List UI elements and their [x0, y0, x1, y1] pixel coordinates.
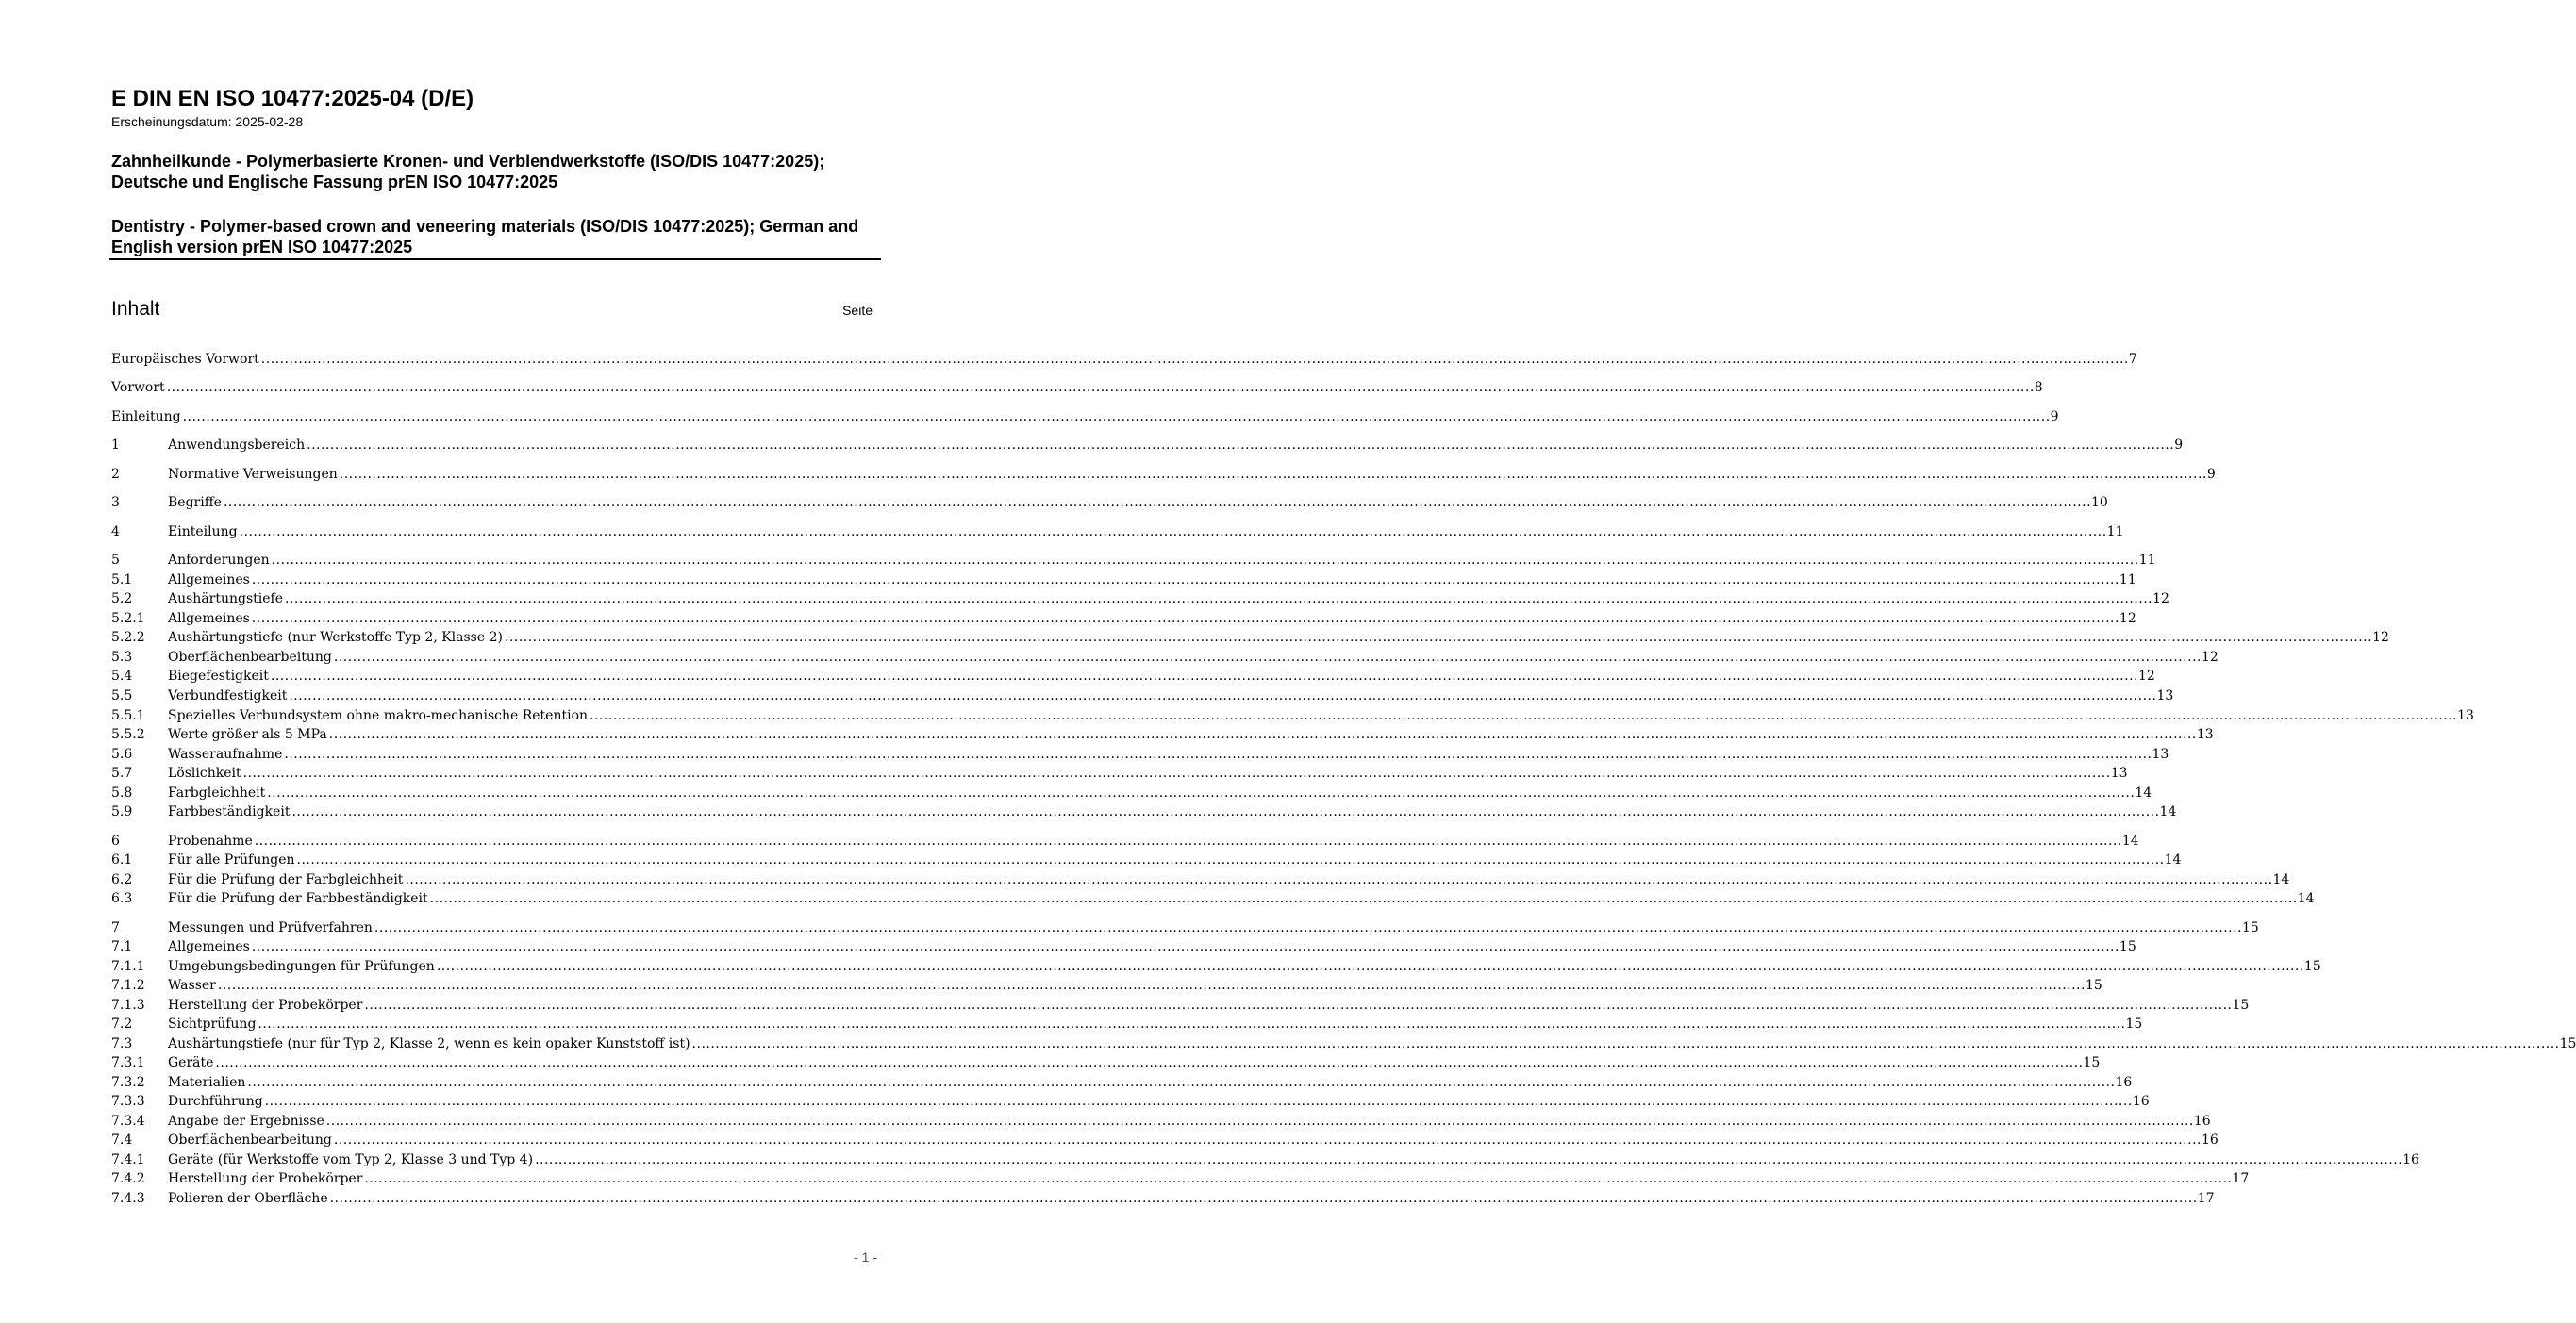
toc-entry-page: 13 — [2457, 708, 2474, 723]
toc-entry[interactable] — [111, 956, 2321, 975]
table-of-contents — [111, 0, 2576, 1323]
toc-entry-page: 15 — [2232, 998, 2250, 1013]
toc-entry-number: 7.4.3 — [111, 1191, 145, 1206]
toc-entry[interactable] — [111, 1072, 2133, 1091]
toc-entry-page: 16 — [2402, 1152, 2419, 1167]
toc-entry-title: Aushärtungstiefe (nur Werkstoffe Typ 2, Klasse 2) — [168, 630, 503, 645]
toc-entry[interactable] — [111, 406, 2059, 425]
toc-dot-leader: ................................................................................................................................................................................................................................................................................................................................................................................................................ — [333, 1133, 2202, 1148]
toc-dot-leader: ................................................................................................................................................................................................................................................................................................................................................................................................................ — [258, 1017, 2126, 1032]
toc-dot-leader: ................................................................................................................................................................................................................................................................................................................................................................................................................ — [329, 1191, 2198, 1206]
toc-entry-title: Begriffe — [168, 495, 222, 510]
toc-entry-number: 6 — [111, 834, 120, 849]
toc-entry-title: Oberflächenbearbeitung — [168, 650, 332, 665]
toc-entry-page: 11 — [2106, 524, 2124, 539]
toc-entry-number: 5.7 — [111, 766, 133, 781]
toc-entry-page: 15 — [2083, 1055, 2101, 1070]
toc-entry-page: 15 — [2559, 1036, 2576, 1051]
toc-entry-title: Biegefestigkeit — [168, 669, 269, 684]
toc-entry-title: Europäisches Vorwort — [111, 352, 259, 367]
toc-entry[interactable] — [111, 975, 2102, 994]
toc-dot-leader: ................................................................................................................................................................................................................................................................................................................................................................................................................ — [590, 708, 2458, 723]
toc-page-label: Seite — [842, 303, 873, 318]
toc-entry-page: 13 — [2196, 727, 2214, 742]
toc-entry[interactable] — [111, 1014, 2143, 1033]
toc-entry-number: 7.3.3 — [111, 1094, 145, 1109]
toc-entry-title: Geräte (für Werkstoffe vom Typ 2, Klasse 3 und Typ 4) — [168, 1152, 534, 1167]
toc-entry-number: 5.4 — [111, 669, 133, 684]
toc-entry[interactable] — [111, 744, 2169, 763]
toc-entry-title: Polieren der Oberfläche — [168, 1191, 328, 1206]
toc-dot-leader: ................................................................................................................................................................................................................................................................................................................................................................................................................ — [691, 1036, 2560, 1051]
toc-entry[interactable] — [111, 464, 2216, 483]
toc-entry-page: 17 — [2197, 1191, 2215, 1206]
toc-entry[interactable] — [111, 1188, 2215, 1207]
toc-entry-title: Wasseraufnahme — [168, 747, 283, 762]
toc-entry-page: 9 — [2174, 438, 2184, 453]
toc-entry[interactable] — [111, 918, 2259, 936]
toc-dot-leader: ................................................................................................................................................................................................................................................................................................................................................................................................................ — [291, 804, 2160, 819]
toc-entry-page: 16 — [2115, 1075, 2133, 1090]
toc-dot-leader: ................................................................................................................................................................................................................................................................................................................................................................................................................ — [166, 380, 2035, 395]
toc-entry-title: Angabe der Ergebnisse — [168, 1114, 324, 1129]
toc-entry-number: 7.1 — [111, 939, 133, 954]
toc-entry-page: 12 — [2119, 611, 2136, 626]
toc-dot-leader: ................................................................................................................................................................................................................................................................................................................................................................................................................ — [307, 438, 2175, 453]
toc-entry[interactable] — [111, 608, 2136, 627]
toc-entry[interactable] — [111, 627, 2389, 646]
toc-entry-page: 15 — [2303, 959, 2321, 974]
toc-entry[interactable] — [111, 705, 2474, 724]
toc-entry-title: Durchführung — [168, 1094, 263, 1109]
toc-entry[interactable] — [111, 570, 2136, 588]
toc-entry-page: 12 — [2152, 591, 2169, 606]
toc-entry-title: Werte größer als 5 MPa — [168, 727, 327, 742]
toc-entry-page: 13 — [2156, 688, 2174, 703]
toc-entry-page: 14 — [2272, 872, 2290, 887]
toc-entry-page: 9 — [2050, 409, 2059, 424]
toc-entry-title: Geräte — [168, 1055, 214, 1070]
toc-entry-page: 13 — [2152, 747, 2169, 762]
toc-entry-title: Wasser — [168, 978, 216, 993]
toc-entry-number: 7.1.3 — [111, 998, 145, 1013]
toc-entry-number: 5.9 — [111, 804, 133, 819]
toc-entry[interactable] — [111, 995, 2250, 1014]
toc-entry-page: 12 — [2137, 669, 2155, 684]
toc-dot-leader: ................................................................................................................................................................................................................................................................................................................................................................................................................ — [251, 572, 2119, 587]
toc-entry-title: Aushärtungstiefe — [168, 591, 284, 606]
toc-dot-leader: ................................................................................................................................................................................................................................................................................................................................................................................................................ — [429, 891, 2298, 906]
toc-entry-number: 5 — [111, 553, 120, 568]
toc-entry[interactable] — [111, 647, 2219, 666]
toc-entry-title: Allgemeines — [168, 572, 250, 587]
toc-entry-title: Allgemeines — [168, 611, 250, 626]
toc-entry-number: 5.2.2 — [111, 630, 145, 645]
toc-entry-page: 11 — [2119, 572, 2136, 587]
toc-dot-leader: ................................................................................................................................................................................................................................................................................................................................................................................................................ — [284, 747, 2152, 762]
toc-entry-page: 13 — [2110, 766, 2128, 781]
toc-dot-leader: ................................................................................................................................................................................................................................................................................................................................................................................................................ — [217, 978, 2086, 993]
toc-entry-number: 6.1 — [111, 852, 133, 868]
toc-entry[interactable] — [111, 724, 2214, 743]
toc-entry-number: 5.2 — [111, 591, 133, 606]
toc-entry[interactable] — [111, 666, 2155, 685]
toc-entry-page: 14 — [2159, 804, 2177, 819]
toc-dot-leader: ................................................................................................................................................................................................................................................................................................................................................................................................................ — [270, 669, 2138, 684]
toc-entry[interactable] — [111, 1111, 2211, 1130]
toc-entry[interactable] — [111, 686, 2174, 704]
toc-entry-title: Aushärtungstiefe (nur für Typ 2, Klasse 2, wenn es kein opaker Kunststoff ist) — [168, 1036, 690, 1051]
toc-dot-leader: ................................................................................................................................................................................................................................................................................................................................................................................................................ — [333, 650, 2202, 665]
toc-dot-leader: ................................................................................................................................................................................................................................................................................................................................................................................................................ — [535, 1152, 2403, 1167]
toc-entry-number: 7.1.1 — [111, 959, 145, 974]
toc-entry[interactable] — [111, 435, 2184, 454]
toc-entry-number: 4 — [111, 524, 120, 539]
toc-dot-leader: ................................................................................................................................................................................................................................................................................................................................................................................................................ — [251, 611, 2119, 626]
toc-entry-number: 5.1 — [111, 572, 133, 587]
toc-entry-title: Löslichkeit — [168, 766, 241, 781]
toc-entry-title: Materialien — [168, 1075, 246, 1090]
toc-entry-page: 11 — [2138, 553, 2156, 568]
toc-dot-leader: ................................................................................................................................................................................................................................................................................................................................................................................................................ — [364, 1171, 2233, 1186]
toc-dot-leader: ................................................................................................................................................................................................................................................................................................................................................................................................................ — [436, 959, 2304, 974]
title-german: Zahnheilkunde - Polymerbasierte Kronen- und Verblendwerkstoffe (ISO/DIS 10477:2025); Deutsche und Englische Fassung prEN ISO 10477:2025 — [111, 152, 825, 191]
toc-dot-leader: ................................................................................................................................................................................................................................................................................................................................................................................................................ — [405, 872, 2273, 887]
toc-dot-leader: ................................................................................................................................................................................................................................................................................................................................................................................................................ — [289, 688, 2157, 703]
toc-entry-number: 5.2.1 — [111, 611, 145, 626]
toc-entry[interactable] — [111, 783, 2152, 802]
toc-entry-number: 5.5.1 — [111, 708, 145, 723]
toc-entry-page: 15 — [2125, 1017, 2143, 1032]
toc-entry-page: 14 — [2135, 786, 2152, 801]
toc-entry[interactable] — [111, 492, 2108, 511]
toc-entry-title: Für die Prüfung der Farbbeständigkeit — [168, 891, 428, 906]
toc-entry-number: 2 — [111, 467, 120, 482]
toc-dot-leader: ................................................................................................................................................................................................................................................................................................................................................................................................................ — [328, 727, 2197, 742]
toc-dot-leader: ................................................................................................................................................................................................................................................................................................................................................................................................................ — [239, 524, 2107, 539]
toc-entry-page: 14 — [2297, 891, 2315, 906]
toc-entry[interactable] — [111, 1168, 2250, 1187]
document-id: E DIN EN ISO 10477:2025-04 (D/E) — [111, 86, 474, 111]
toc-entry-title: Herstellung der Probekörper — [168, 998, 363, 1013]
toc-dot-leader: ................................................................................................................................................................................................................................................................................................................................................................................................................ — [182, 409, 2051, 424]
toc-entry[interactable] — [111, 888, 2315, 907]
title-english: Dentistry - Polymer-based crown and veneering materials (ISO/DIS 10477:2025); German and English version prEN ISO 10477:2025 — [111, 217, 859, 256]
toc-entry-page: 10 — [2091, 495, 2108, 510]
toc-entry-page: 17 — [2232, 1171, 2250, 1186]
toc-entry-number: 3 — [111, 495, 120, 510]
toc-heading: Inhalt — [111, 298, 160, 320]
toc-entry[interactable] — [111, 831, 2139, 850]
toc-entry-title: Für die Prüfung der Farbgleichheit — [168, 872, 404, 887]
toc-entry-title: Umgebungsbedingungen für Prüfungen — [168, 959, 435, 974]
toc-dot-leader: ................................................................................................................................................................................................................................................................................................................................................................................................................ — [223, 495, 2092, 510]
toc-entry-page: 7 — [2128, 352, 2137, 367]
toc-entry[interactable] — [111, 1052, 2101, 1071]
toc-entry-number: 7.4.1 — [111, 1152, 145, 1167]
toc-entry[interactable] — [111, 850, 2182, 868]
toc-entry-number: 7.4 — [111, 1133, 133, 1148]
toc-dot-leader: ................................................................................................................................................................................................................................................................................................................................................................................................................ — [285, 591, 2153, 606]
toc-entry-page: 12 — [2372, 630, 2389, 645]
toc-entry[interactable] — [111, 550, 2156, 569]
toc-entry-number: 7.3.1 — [111, 1055, 145, 1070]
toc-entry[interactable] — [111, 1034, 2576, 1052]
toc-entry-number: 7.3.4 — [111, 1114, 145, 1129]
toc-entry[interactable] — [111, 1091, 2150, 1110]
toc-dot-leader: ................................................................................................................................................................................................................................................................................................................................................................................................................ — [251, 939, 2119, 954]
toc-entry-number: 5.6 — [111, 747, 133, 762]
toc-entry-page: 16 — [2132, 1094, 2150, 1109]
toc-dot-leader: ................................................................................................................................................................................................................................................................................................................................................................................................................ — [247, 1075, 2116, 1090]
toc-entry-number: 5.5.2 — [111, 727, 145, 742]
toc-entry-number: 6.2 — [111, 872, 133, 887]
toc-entry-title: Normative Verweisungen — [168, 467, 338, 482]
toc-entry-title: Farbgleichheit — [168, 786, 266, 801]
toc-entry[interactable] — [111, 869, 2290, 888]
toc-entry[interactable] — [111, 349, 2137, 368]
page-number: - 1 - — [854, 1249, 877, 1265]
toc-entry[interactable] — [111, 588, 2169, 607]
toc-entry-number: 7.2 — [111, 1017, 133, 1032]
publication-date: Erscheinungsdatum: 2025-02-28 — [111, 114, 304, 129]
toc-entry-title: Probenahme — [168, 834, 253, 849]
toc-dot-leader: ................................................................................................................................................................................................................................................................................................................................................................................................................ — [215, 1055, 2084, 1070]
toc-entry-page: 14 — [2121, 834, 2139, 849]
toc-entry-title: Verbundfestigkeit — [168, 688, 288, 703]
toc-entry[interactable] — [111, 1130, 2219, 1149]
toc-entry-title: Anwendungsbereich — [168, 438, 306, 453]
toc-entry-number: 6.3 — [111, 891, 133, 906]
toc-entry-title: Oberflächenbearbeitung — [168, 1133, 332, 1148]
toc-dot-leader: ................................................................................................................................................................................................................................................................................................................................................................................................................ — [260, 352, 2129, 367]
toc-entry-number: 7.3.2 — [111, 1075, 145, 1090]
toc-entry[interactable] — [111, 802, 2177, 820]
toc-entry-title: Allgemeines — [168, 939, 250, 954]
toc-entry-number: 7.3 — [111, 1036, 133, 1051]
toc-entry[interactable] — [111, 521, 2124, 540]
toc-dot-leader: ................................................................................................................................................................................................................................................................................................................................................................................................................ — [339, 467, 2207, 482]
toc-entry-page: 16 — [2201, 1133, 2219, 1148]
toc-entry-page: 12 — [2201, 650, 2219, 665]
toc-dot-leader: ................................................................................................................................................................................................................................................................................................................................................................................................................ — [374, 920, 2242, 935]
toc-dot-leader: ................................................................................................................................................................................................................................................................................................................................................................................................................ — [254, 834, 2122, 849]
toc-entry-title: Vorwort — [111, 380, 165, 395]
toc-entry-number: 7 — [111, 920, 120, 935]
toc-entry-title: Spezielles Verbundsystem ohne makro-mechanische Retention — [168, 708, 589, 723]
toc-entry-number: 1 — [111, 438, 120, 453]
toc-dot-leader: ................................................................................................................................................................................................................................................................................................................................................................................................................ — [242, 766, 2111, 781]
toc-dot-leader: ................................................................................................................................................................................................................................................................................................................................................................................................................ — [264, 1094, 2133, 1109]
toc-dot-leader: ................................................................................................................................................................................................................................................................................................................................................................................................................ — [267, 786, 2136, 801]
toc-entry-title: Messungen und Prüfverfahren — [168, 920, 373, 935]
toc-dot-leader: ................................................................................................................................................................................................................................................................................................................................................................................................................ — [271, 553, 2139, 568]
toc-dot-leader: ................................................................................................................................................................................................................................................................................................................................................................................................................ — [364, 998, 2233, 1013]
toc-entry-page: 9 — [2206, 467, 2216, 482]
toc-entry[interactable] — [111, 1149, 2419, 1168]
toc-entry-title: Einleitung — [111, 409, 181, 424]
toc-entry-number: 7.1.2 — [111, 978, 145, 993]
toc-dot-leader: ................................................................................................................................................................................................................................................................................................................................................................................................................ — [296, 852, 2165, 868]
toc-entry-title: Anforderungen — [168, 553, 270, 568]
toc-entry-page: 16 — [2193, 1114, 2211, 1129]
toc-entry-title: Einteilung — [168, 524, 238, 539]
toc-entry[interactable] — [111, 763, 2128, 782]
toc-entry-number: 5.8 — [111, 786, 133, 801]
toc-entry-title: Farbbeständigkeit — [168, 804, 291, 819]
toc-entry-title: Für alle Prüfungen — [168, 852, 295, 868]
toc-entry-page: 14 — [2164, 852, 2182, 868]
toc-entry-number: 7.4.2 — [111, 1171, 145, 1186]
toc-dot-leader: ................................................................................................................................................................................................................................................................................................................................................................................................................ — [504, 630, 2373, 645]
toc-entry-title: Sichtprüfung — [168, 1017, 257, 1032]
toc-entry-page: 15 — [2242, 920, 2259, 935]
toc-entry-page: 15 — [2119, 939, 2136, 954]
toc-entry-page: 15 — [2085, 978, 2102, 993]
toc-entry[interactable] — [111, 377, 2043, 396]
toc-entry-number: 5.5 — [111, 688, 133, 703]
toc-entry-number: 5.3 — [111, 650, 133, 665]
toc-entry[interactable] — [111, 936, 2136, 955]
toc-entry-page: 8 — [2034, 380, 2043, 395]
toc-dot-leader: ................................................................................................................................................................................................................................................................................................................................................................................................................ — [325, 1114, 2194, 1129]
toc-entry-title: Herstellung der Probekörper — [168, 1171, 363, 1186]
